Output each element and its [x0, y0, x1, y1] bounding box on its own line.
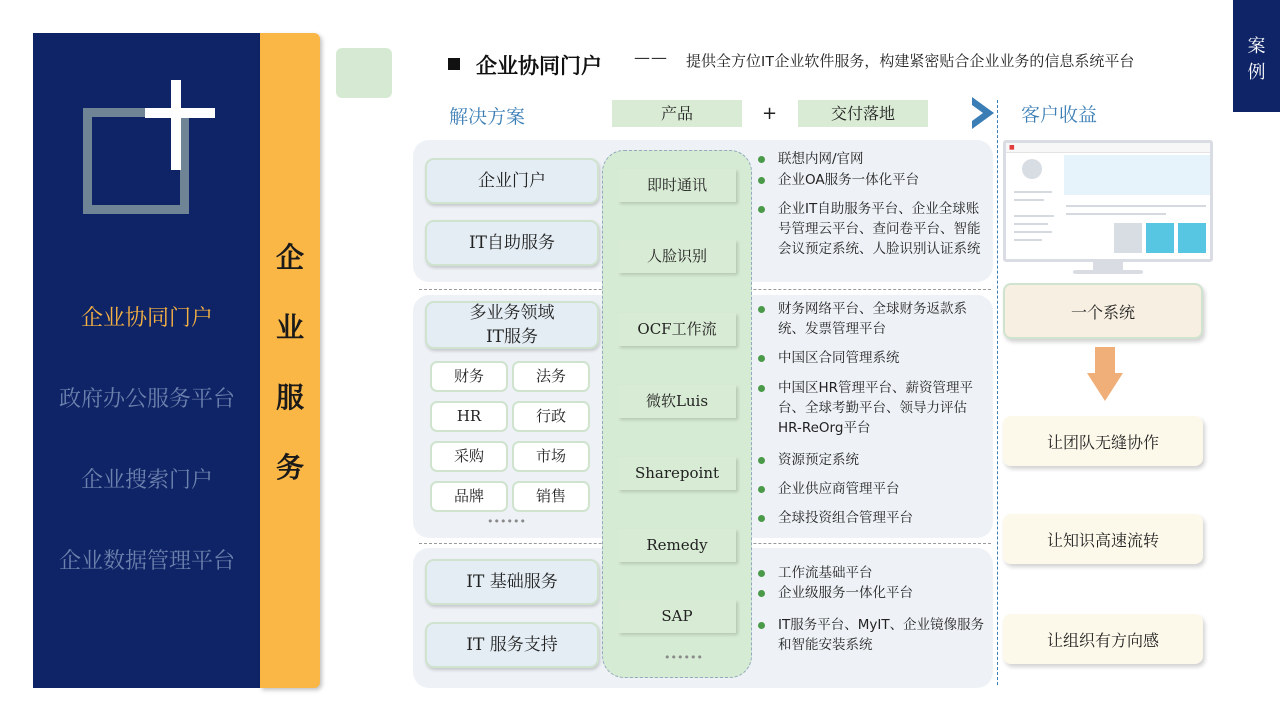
- page-subtitle: 提供全方位IT企业软件服务，构建紧密贴合企业业务的信息系统平台: [686, 53, 1135, 70]
- solution-heading: 解决方案: [449, 106, 526, 128]
- product-remedy[interactable]: Remedy: [618, 529, 736, 562]
- nav-item-gov-office[interactable]: 政府办公服务平台: [58, 387, 235, 412]
- case-tab-char: 案: [1247, 36, 1266, 57]
- nav-item-enterprise-portal[interactable]: 企业协同门户: [80, 306, 213, 331]
- benefit-direction: 让组织有方向感: [1003, 614, 1203, 664]
- benefit-one-system: 一个系统: [1003, 283, 1203, 339]
- nav-item-data-management[interactable]: 企业数据管理平台: [58, 549, 235, 574]
- delivery-item: 企业IT自助服务平台、企业全球账号管理云平台、查问卷平台、智能会议预定系统、人脸识别认证系统: [760, 199, 988, 259]
- delivery-item: IT服务平台、MyIT、企业镜像服务和智能安装系统: [760, 615, 988, 655]
- solution-enterprise-portal[interactable]: 企业门户: [425, 158, 599, 204]
- title-dash: ——: [634, 48, 668, 67]
- delivery-item: 中国区HR管理平台、薪资管理平台、全球考勤平台、领导力评估 HR-ReOrg平台: [760, 378, 988, 438]
- product-face-recognition[interactable]: 人脸识别: [618, 240, 736, 273]
- column-divider: [997, 100, 998, 685]
- title-bullet-icon: [448, 58, 460, 70]
- nav-item-enterprise-search[interactable]: 企业搜索门户: [80, 468, 213, 493]
- delivery-item: 联想内网/官网: [760, 149, 988, 169]
- product-instant-messaging[interactable]: 即时通讯: [618, 169, 736, 202]
- product-ocf-workflow[interactable]: OCF工作流: [618, 313, 736, 346]
- band-char: 务: [275, 451, 304, 484]
- delivery-chip: 交付落地: [798, 100, 928, 127]
- domain-brand[interactable]: 品牌: [430, 481, 508, 512]
- domain-finance[interactable]: 财务: [430, 361, 508, 392]
- product-ms-luis[interactable]: 微软Luis: [618, 385, 736, 418]
- delivery-item: 企业OA服务一体化平台: [760, 170, 988, 190]
- domain-sales[interactable]: 销售: [512, 481, 590, 512]
- product-sap[interactable]: SAP: [618, 600, 736, 633]
- delivery-item: 全球投资组合管理平台: [760, 508, 988, 528]
- products-more: ••••••: [664, 651, 703, 664]
- solution-it-support[interactable]: IT 服务支持: [425, 622, 599, 668]
- delivery-item: 企业级服务一体化平台: [760, 583, 988, 603]
- benefit-heading: 客户收益: [1021, 104, 1098, 126]
- delivery-item: 工作流基础平台: [760, 563, 988, 583]
- solution-multi-domain-it[interactable]: [425, 301, 599, 349]
- product-chip: 产品: [612, 100, 742, 127]
- delivery-item: 中国区合同管理系统: [760, 348, 988, 368]
- domain-procurement[interactable]: 采购: [430, 441, 508, 472]
- multi-domain-line1: 多业务领域: [469, 303, 555, 323]
- delivery-item: 资源预定系统: [760, 450, 988, 470]
- band-char: 企: [275, 241, 304, 274]
- brand-logo: [83, 80, 223, 220]
- portal-screenshot: [1003, 140, 1213, 275]
- delivery-item: 企业供应商管理平台: [760, 479, 988, 499]
- benefit-team-collaboration: 让团队无缝协作: [1003, 416, 1203, 466]
- multi-domain-line2: IT服务: [485, 327, 539, 347]
- delivery-item: 财务网络平台、全球财务返款系统、发票管理平台: [760, 299, 988, 339]
- left-nav-panel: [33, 33, 261, 688]
- domain-marketing[interactable]: 市场: [512, 441, 590, 472]
- avatar-icon: [1022, 159, 1042, 179]
- solution-it-infrastructure[interactable]: IT 基础服务: [425, 559, 599, 605]
- domain-hr[interactable]: HR: [430, 401, 508, 432]
- enterprise-service-band: [260, 33, 320, 688]
- benefit-knowledge-flow: 让知识高速流转: [1003, 514, 1203, 564]
- plus-sign: +: [762, 103, 778, 124]
- product-sharepoint[interactable]: Sharepoint: [618, 457, 736, 490]
- domain-legal[interactable]: 法务: [512, 361, 590, 392]
- screen-brand-icon: ■: [1009, 144, 1015, 151]
- case-tab[interactable]: [1233, 0, 1280, 112]
- solution-it-self-service[interactable]: IT自助服务: [425, 220, 599, 266]
- case-tab-char: 例: [1247, 62, 1266, 83]
- decorative-square: [336, 48, 392, 98]
- band-char: 业: [275, 311, 304, 344]
- page-title: 企业协同门户: [476, 53, 602, 78]
- domain-admin[interactable]: 行政: [512, 401, 590, 432]
- arrow-down-icon: [1087, 347, 1123, 405]
- chevron-cut: [972, 105, 983, 121]
- domains-more: ••••••: [487, 515, 526, 528]
- band-char: 服: [275, 381, 304, 414]
